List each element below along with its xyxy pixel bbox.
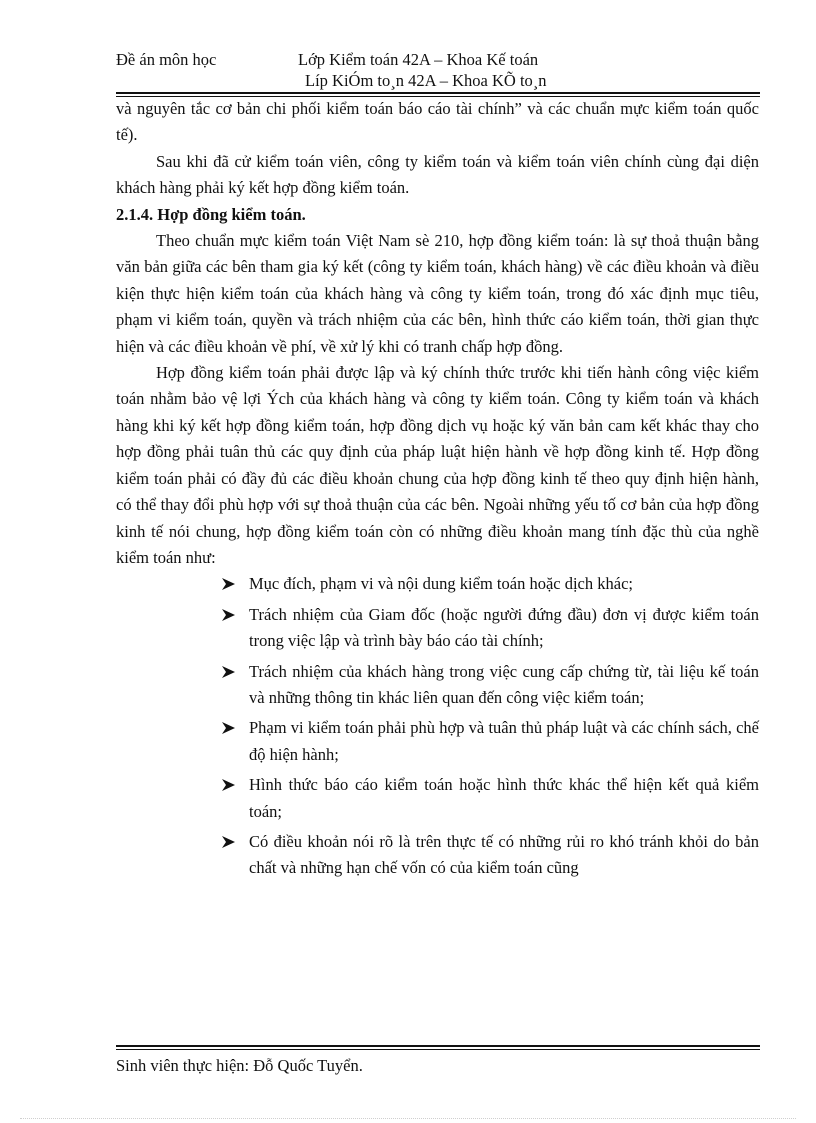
paragraph-appointment: Sau khi đã cử kiểm toán viên, công ty kiểm toán và kiểm toán viên chính cùng đại diện khách hàng phải ký kết hợp đồng kiểm toán. [116,151,759,198]
arrow-bullet-icon [220,571,238,597]
list-item-text: Phạm vi kiểm toán phải phù hợp và tuân thủ pháp luật và các chính sách, chế độ hiện hành; [249,718,759,764]
paragraph-definition: Theo chuẩn mực kiểm toán Việt Nam sè 210, hợp đồng kiểm toán: là sự thoả thuận bằng văn bản giữa các bên tham gia ký kết (công ty kiểm toán, khách hàng) về các điều khoản và điều kiện thực hiện kiểm toán của khách hàng và công ty kiểm toán, trong đó xác định mục tiêu, phạm vi kiểm toán, quyền và trách nhiệm của các bên, hình thức cáo kiểm toán, thời gian thực hiện và các điều khoản về phí, về xử lý khi có tranh chấp hợp đồng. [116,231,759,356]
document-body [116,96,759,886]
list-item [246,571,759,597]
footer-divider [116,1045,760,1050]
arrow-bullet-icon [220,602,238,628]
arrow-bullet-icon [220,772,238,798]
list-item-text: Trách nhiệm của khách hàng trong việc cung cấp chứng từ, tài liệu kế toán và những thông tin khác liên quan đến công việc kiểm toán; [249,661,759,707]
list-item [246,772,759,825]
list-item [246,659,759,712]
arrow-bullet-icon [220,715,238,741]
arrow-bullet-icon [220,829,238,855]
list-item [246,715,759,768]
list-item-text: Trách nhiệm của Giam đốc (hoặc người đứng đầu) đơn vị được kiểm toán trong việc lập và trình bày báo cáo tài chính; [249,604,759,651]
section-heading: 2.1.4. Hợp đồng kiểm toán. [116,204,306,224]
paragraph-requirements: Hợp đồng kiểm toán phải được lập và ký chính thức trước khi tiến hành công việc kiểm toán nhằm bảo vệ lợi Ých của khách hàng và công ty kiểm toán. Công ty kiểm toán và khách hàng khi ký kết hợp đồng kiểm toán, hợp đồng dịch vụ hoặc ký văn bản cam kết khác thay cho hợp đồng phải tuân thủ các quy định của pháp luật hiện hành về hợp đồng kinh tế. Hợp đồng kiểm toán phải có đầy đủ các điều khoản chung của hợp đồng kinh tế theo quy định hiện hành, có thể thay đổi phù hợp với sự thoả thuận của các bên. Ngoài những yếu tố cơ bản của hợp đồng kinh tế nói chung, hợp đồng kiểm toán còn có những điều khoản mang tính đặc thù của nghề kiểm toán như: [116,363,759,567]
paragraph-continuation: và nguyên tắc cơ bản chi phối kiểm toán báo cáo tài chính” và các chuẩn mực kiểm toán quốc tế). [116,99,759,145]
list-item [246,829,759,882]
header-class-label: Lớp Kiểm toán 42A – Khoa Kế toán [298,50,539,69]
arrow-bullet-icon [220,659,238,685]
clause-list [116,571,759,881]
list-item-text: Mục đích, phạm vi và nội dung kiểm toán hoặc dịch khác; [249,574,633,594]
list-item-text: Hình thức báo cáo kiểm toán hoặc hình thức khác thể hiện kết quả kiểm toán; [249,775,759,821]
header-class-label-garbled: Líp KiÓm to¸n 42A – Khoa KÕ to¸n [305,71,547,90]
list-item [246,602,759,655]
list-item-text: Có điều khoản nói rõ là trên thực tế có những rủi ro khó tránh khỏi do bản chất và những hạn chế vốn có của kiểm toán cũng [249,831,759,878]
page-edge-dotted-line [20,1118,796,1119]
header-course-label: Đề án môn học [116,50,217,69]
footer-author: Sinh viên thực hiện: Đỗ Quốc Tuyển. [116,1056,363,1075]
